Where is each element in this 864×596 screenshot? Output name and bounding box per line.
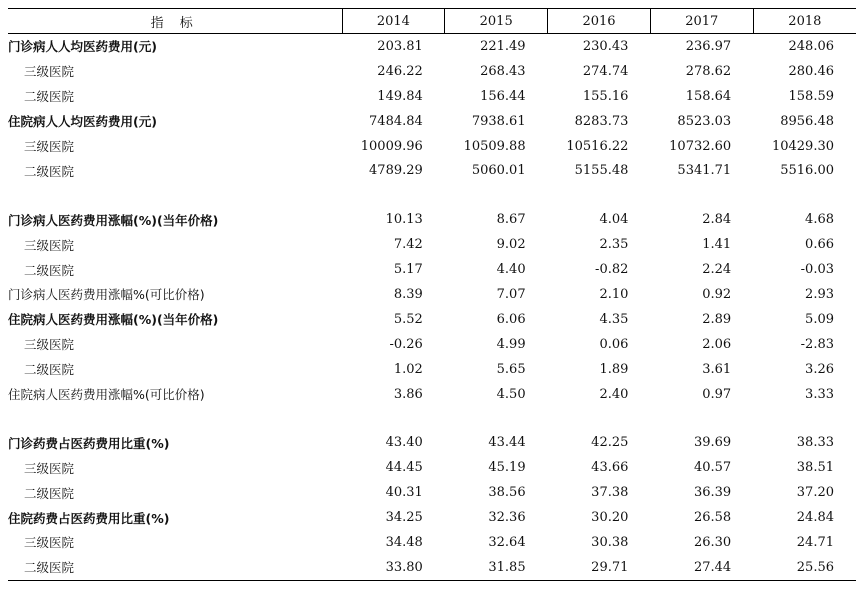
- cell-value: 10509.88: [463, 138, 526, 154]
- cell-value: 4.99: [496, 336, 526, 352]
- cell-value: 2.24: [702, 262, 732, 278]
- cell-value: [650, 183, 753, 207]
- cell-value: 10516.22: [566, 138, 629, 154]
- row-label: 住院病人医药费用涨幅%(可比价格): [8, 387, 205, 403]
- table-row: [8, 34, 856, 59]
- cell-value: 36.39: [693, 485, 732, 501]
- cell-value: [548, 183, 651, 207]
- cell-value: -0.03: [800, 262, 834, 278]
- table-row: [8, 282, 856, 307]
- cell-value: 158.59: [788, 88, 834, 104]
- cell-value: 203.81: [377, 38, 423, 54]
- cell-value: 1.89: [599, 361, 629, 377]
- table-row: [8, 480, 856, 505]
- row-label: 三级医院: [24, 64, 75, 80]
- cell-value: 10009.96: [360, 138, 423, 154]
- row-label: 二级医院: [8, 555, 342, 580]
- cell-value: 268.43: [480, 63, 526, 79]
- cell-value: [548, 406, 651, 430]
- row-label: 门诊病人医药费用涨幅(%)(当年价格): [8, 212, 219, 228]
- row-label: 三级医院: [24, 139, 75, 154]
- row-label: 二级医院: [24, 163, 75, 179]
- cell-value: 0.97: [702, 386, 732, 402]
- header-indicator: 指 标: [8, 9, 342, 34]
- table-row: [8, 332, 856, 357]
- cell-value: 24.84: [796, 510, 834, 526]
- row-label: [8, 406, 342, 430]
- cell-value: 246.22: [377, 63, 423, 79]
- cell-value: 5.09: [805, 311, 834, 327]
- header-year: 2014: [342, 9, 445, 34]
- row-label: 三级医院: [24, 337, 75, 353]
- cell-value: 7.42: [393, 237, 423, 253]
- cell-value: 26.58: [693, 510, 732, 526]
- cell-value: 278.62: [685, 63, 732, 79]
- cell-value: 5.65: [496, 361, 526, 377]
- cell-value: 155.16: [582, 88, 629, 104]
- cell-value: 7.07: [496, 286, 526, 302]
- cell-value: 6.06: [496, 311, 526, 327]
- cell-value: 43.66: [591, 460, 629, 476]
- spacer-row: [8, 183, 856, 207]
- cell-value: 2.10: [599, 286, 629, 302]
- cell-value: 4.04: [599, 212, 629, 228]
- header-year: 2015: [445, 9, 548, 34]
- cell-value: 25.56: [753, 555, 856, 580]
- cell-value: [342, 183, 445, 207]
- table-row: [8, 109, 856, 134]
- table-body: [8, 34, 856, 581]
- cell-value: 27.44: [650, 555, 753, 580]
- cell-value: 32.64: [488, 534, 526, 550]
- row-label: 门诊药费占医药费用比重(%): [8, 435, 170, 451]
- header-year: 2016: [548, 9, 651, 34]
- cell-value: 40.31: [385, 485, 423, 501]
- cell-value: 4.68: [805, 212, 834, 228]
- cell-value: 8956.48: [780, 113, 834, 129]
- cell-value: 4.35: [599, 311, 629, 327]
- cell-value: 5060.01: [471, 163, 526, 179]
- cell-value: 2.06: [702, 336, 732, 352]
- cell-value: 33.80: [342, 555, 445, 580]
- cell-value: 5.52: [393, 311, 423, 327]
- row-label: 二级医院: [24, 485, 75, 501]
- cell-value: 2.35: [599, 237, 629, 253]
- cell-value: 45.19: [488, 460, 526, 476]
- cell-value: 39.69: [693, 435, 732, 451]
- row-label: 二级医院: [24, 262, 75, 278]
- cell-value: 37.38: [591, 485, 629, 501]
- cell-value: 26.30: [693, 534, 732, 550]
- row-label: 三级医院: [24, 535, 75, 551]
- header-row: [8, 9, 856, 34]
- cell-value: 5.17: [393, 262, 423, 278]
- table-row: [8, 134, 856, 159]
- cell-value: 230.43: [582, 38, 629, 54]
- table-row: [8, 430, 856, 455]
- cell-value: 38.56: [488, 485, 526, 501]
- row-label: 住院病人医药费用涨幅(%)(当年价格): [8, 312, 219, 328]
- cell-value: 4789.29: [369, 163, 423, 179]
- header-year: 2018: [753, 9, 856, 34]
- cell-value: 43.44: [488, 435, 526, 451]
- cell-value: 3.33: [805, 386, 834, 402]
- cell-value: [342, 406, 445, 430]
- cell-value: 30.20: [591, 510, 629, 526]
- table-row: [8, 382, 856, 407]
- cell-value: 29.71: [548, 555, 651, 580]
- cell-value: 24.71: [796, 534, 834, 550]
- cell-value: 43.40: [385, 435, 423, 451]
- cell-value: 8.67: [496, 212, 526, 228]
- row-label: 住院病人人均医药费用(元): [8, 114, 157, 130]
- table-row: [8, 207, 856, 232]
- table-row: [8, 257, 856, 282]
- cell-value: 221.49: [480, 38, 526, 54]
- cell-value: 2.84: [702, 212, 732, 228]
- row-label: 住院药费占医药费用比重(%): [8, 510, 170, 526]
- cell-value: 9.02: [496, 237, 526, 253]
- cell-value: 40.57: [693, 460, 732, 476]
- cell-value: 32.36: [488, 510, 526, 526]
- table-row: [8, 84, 856, 109]
- cell-value: 10.13: [385, 212, 423, 228]
- cell-value: 10429.30: [771, 138, 834, 154]
- cell-value: [753, 406, 856, 430]
- cell-value: [445, 183, 548, 207]
- cell-value: 34.25: [385, 510, 423, 526]
- table-row: [8, 158, 856, 183]
- cell-value: 30.38: [591, 534, 629, 550]
- cell-value: 7938.61: [471, 113, 526, 129]
- cell-value: 0.92: [702, 286, 732, 302]
- row-label: [8, 183, 342, 207]
- cell-value: 37.20: [796, 485, 834, 501]
- cell-value: 248.06: [788, 38, 834, 54]
- table-row: [8, 455, 856, 480]
- cell-value: 3.86: [393, 386, 423, 402]
- cell-value: 7484.84: [369, 113, 423, 129]
- cell-value: 2.93: [805, 286, 834, 302]
- cell-value: [650, 406, 753, 430]
- cell-value: 8283.73: [574, 113, 629, 129]
- row-label: 门诊病人医药费用涨幅%(可比价格): [8, 287, 205, 303]
- cell-value: 0.06: [599, 336, 629, 352]
- row-label: 二级医院: [24, 89, 75, 105]
- cell-value: -2.83: [800, 336, 834, 352]
- cell-value: 10732.60: [669, 138, 732, 154]
- row-label: 门诊病人人均医药费用(元): [8, 39, 157, 55]
- table-row: [8, 555, 856, 580]
- cell-value: 38.33: [796, 435, 834, 451]
- cell-value: 8523.03: [677, 113, 732, 129]
- row-label: 二级医院: [24, 362, 75, 378]
- cell-value: 3.26: [805, 361, 834, 377]
- cell-value: 5516.00: [780, 163, 834, 179]
- cell-value: 1.02: [393, 361, 423, 377]
- cell-value: 3.61: [702, 361, 732, 377]
- cell-value: 5341.71: [677, 163, 732, 179]
- cell-value: 149.84: [377, 88, 423, 104]
- cell-value: 158.64: [685, 88, 732, 104]
- cell-value: 236.97: [685, 38, 732, 54]
- cell-value: 280.46: [788, 63, 834, 79]
- table-row: [8, 505, 856, 530]
- cell-value: 156.44: [480, 88, 526, 104]
- cell-value: 5155.48: [574, 163, 629, 179]
- medical-cost-table: [8, 8, 856, 581]
- row-label: 三级医院: [24, 460, 75, 476]
- header-year: 2017: [650, 9, 753, 34]
- cell-value: -0.26: [389, 336, 423, 352]
- cell-value: 1.41: [702, 237, 732, 253]
- cell-value: 2.89: [702, 311, 732, 327]
- cell-value: 31.85: [445, 555, 548, 580]
- cell-value: [445, 406, 548, 430]
- table-row: [8, 530, 856, 555]
- table-row: [8, 357, 856, 382]
- cell-value: [753, 183, 856, 207]
- spacer-row: [8, 406, 856, 430]
- cell-value: 4.40: [496, 262, 526, 278]
- statistics-table-container: [8, 8, 856, 581]
- cell-value: -0.82: [595, 262, 629, 278]
- cell-value: 8.39: [393, 286, 423, 302]
- row-label: 三级医院: [24, 237, 75, 253]
- cell-value: 0.66: [805, 237, 834, 253]
- cell-value: 38.51: [796, 460, 834, 476]
- cell-value: 274.74: [582, 63, 629, 79]
- cell-value: 44.45: [385, 460, 423, 476]
- table-row: [8, 232, 856, 257]
- cell-value: 2.40: [599, 386, 629, 402]
- cell-value: 4.50: [496, 386, 526, 402]
- table-row: [8, 307, 856, 332]
- cell-value: 42.25: [591, 435, 629, 451]
- table-row: [8, 59, 856, 84]
- cell-value: 34.48: [385, 534, 423, 550]
